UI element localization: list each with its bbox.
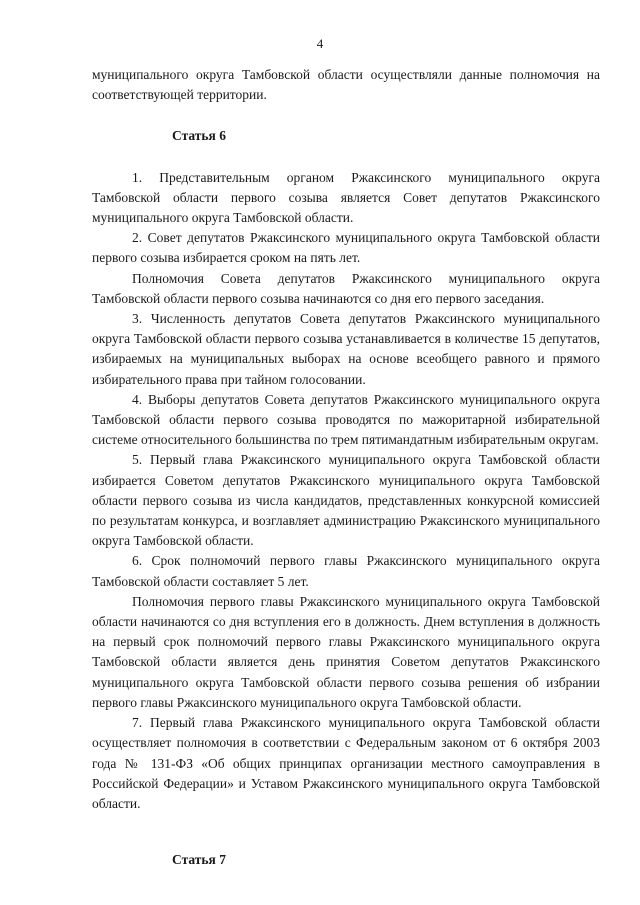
- document-body: [92, 65, 600, 870]
- article-7-heading: Статья 7: [172, 852, 226, 868]
- article-6-paragraph-7: 6. Срок полномочий первого главы Ржаксинского муниципального округа Тамбовской области составляет 5 лет.: [92, 553, 600, 589]
- article-6-paragraph-8: Полномочия первого главы Ржаксинского муниципального округа Тамбовской области начинаются со дня вступления его в должность. Днем вступления в должность на первый срок полномочий первого главы Ржаксинского муниципального округа Тамбовской области является день принятия Советом депутатов Ржаксинского муниципального округа Тамбовской области первого созыва решения об избрании первого главы Ржаксинского муниципального округа Тамбовской области.: [92, 593, 600, 710]
- continuation-paragraph: муниципального округа Тамбовской области осуществляли данные полномочия на соответствующей территории.: [92, 67, 600, 103]
- article-6-paragraph-2: 2. Совет депутатов Ржаксинского муниципального округа Тамбовской области первого созыва избирается сроком на пять лет.: [92, 230, 600, 266]
- article-6-paragraph-5: 4. Выборы депутатов Совета депутатов Ржаксинского муниципального округа Тамбовской области первого созыва проводятся по мажоритарной избирательной системе относительного большинства по трем пятимандатным избирательным округам.: [92, 391, 600, 448]
- page-number: 4: [316, 36, 324, 51]
- article-6-paragraph-1: 1. Представительным органом Ржаксинского муниципального округа Тамбовской области первого созыва является Совет депутатов Ржаксинского муниципального округа Тамбовской области.: [92, 169, 600, 226]
- article-6-paragraph-9: 7. Первый глава Ржаксинского муниципального округа Тамбовской области осуществляет полномочия в соответствии с Федеральным законом от 6 октября 2003 года № 131-ФЗ «Об общих принципах организации местного самоуправления в Российской Федерации» и Уставом Ржаксинского муниципального округа Тамбовской области.: [92, 715, 600, 811]
- article-6-heading: Статья 6: [172, 128, 226, 144]
- article-6-paragraph-6: 5. Первый глава Ржаксинского муниципального округа Тамбовской области избирается Советом депутатов Ржаксинского муниципального округа Тамбовской области первого созыва из числа кандидатов, представленных конкурсной комиссией по результатам конкурса, и возглавляет администрацию Ржаксинского муниципального округа Тамбовской области.: [92, 452, 600, 549]
- article-6-paragraph-3: Полномочия Совета депутатов Ржаксинского муниципального округа Тамбовской области первого созыва начинаются со дня его первого заседания.: [92, 270, 600, 306]
- article-6-paragraph-4: 3. Численность депутатов Совета депутатов Ржаксинского муниципального округа Тамбовской области первого созыва устанавливается в количестве 15 депутатов, избираемых на муниципальных выборах на основе всеобщего равного и прямого избирательного права при тайном голосовании.: [92, 311, 600, 387]
